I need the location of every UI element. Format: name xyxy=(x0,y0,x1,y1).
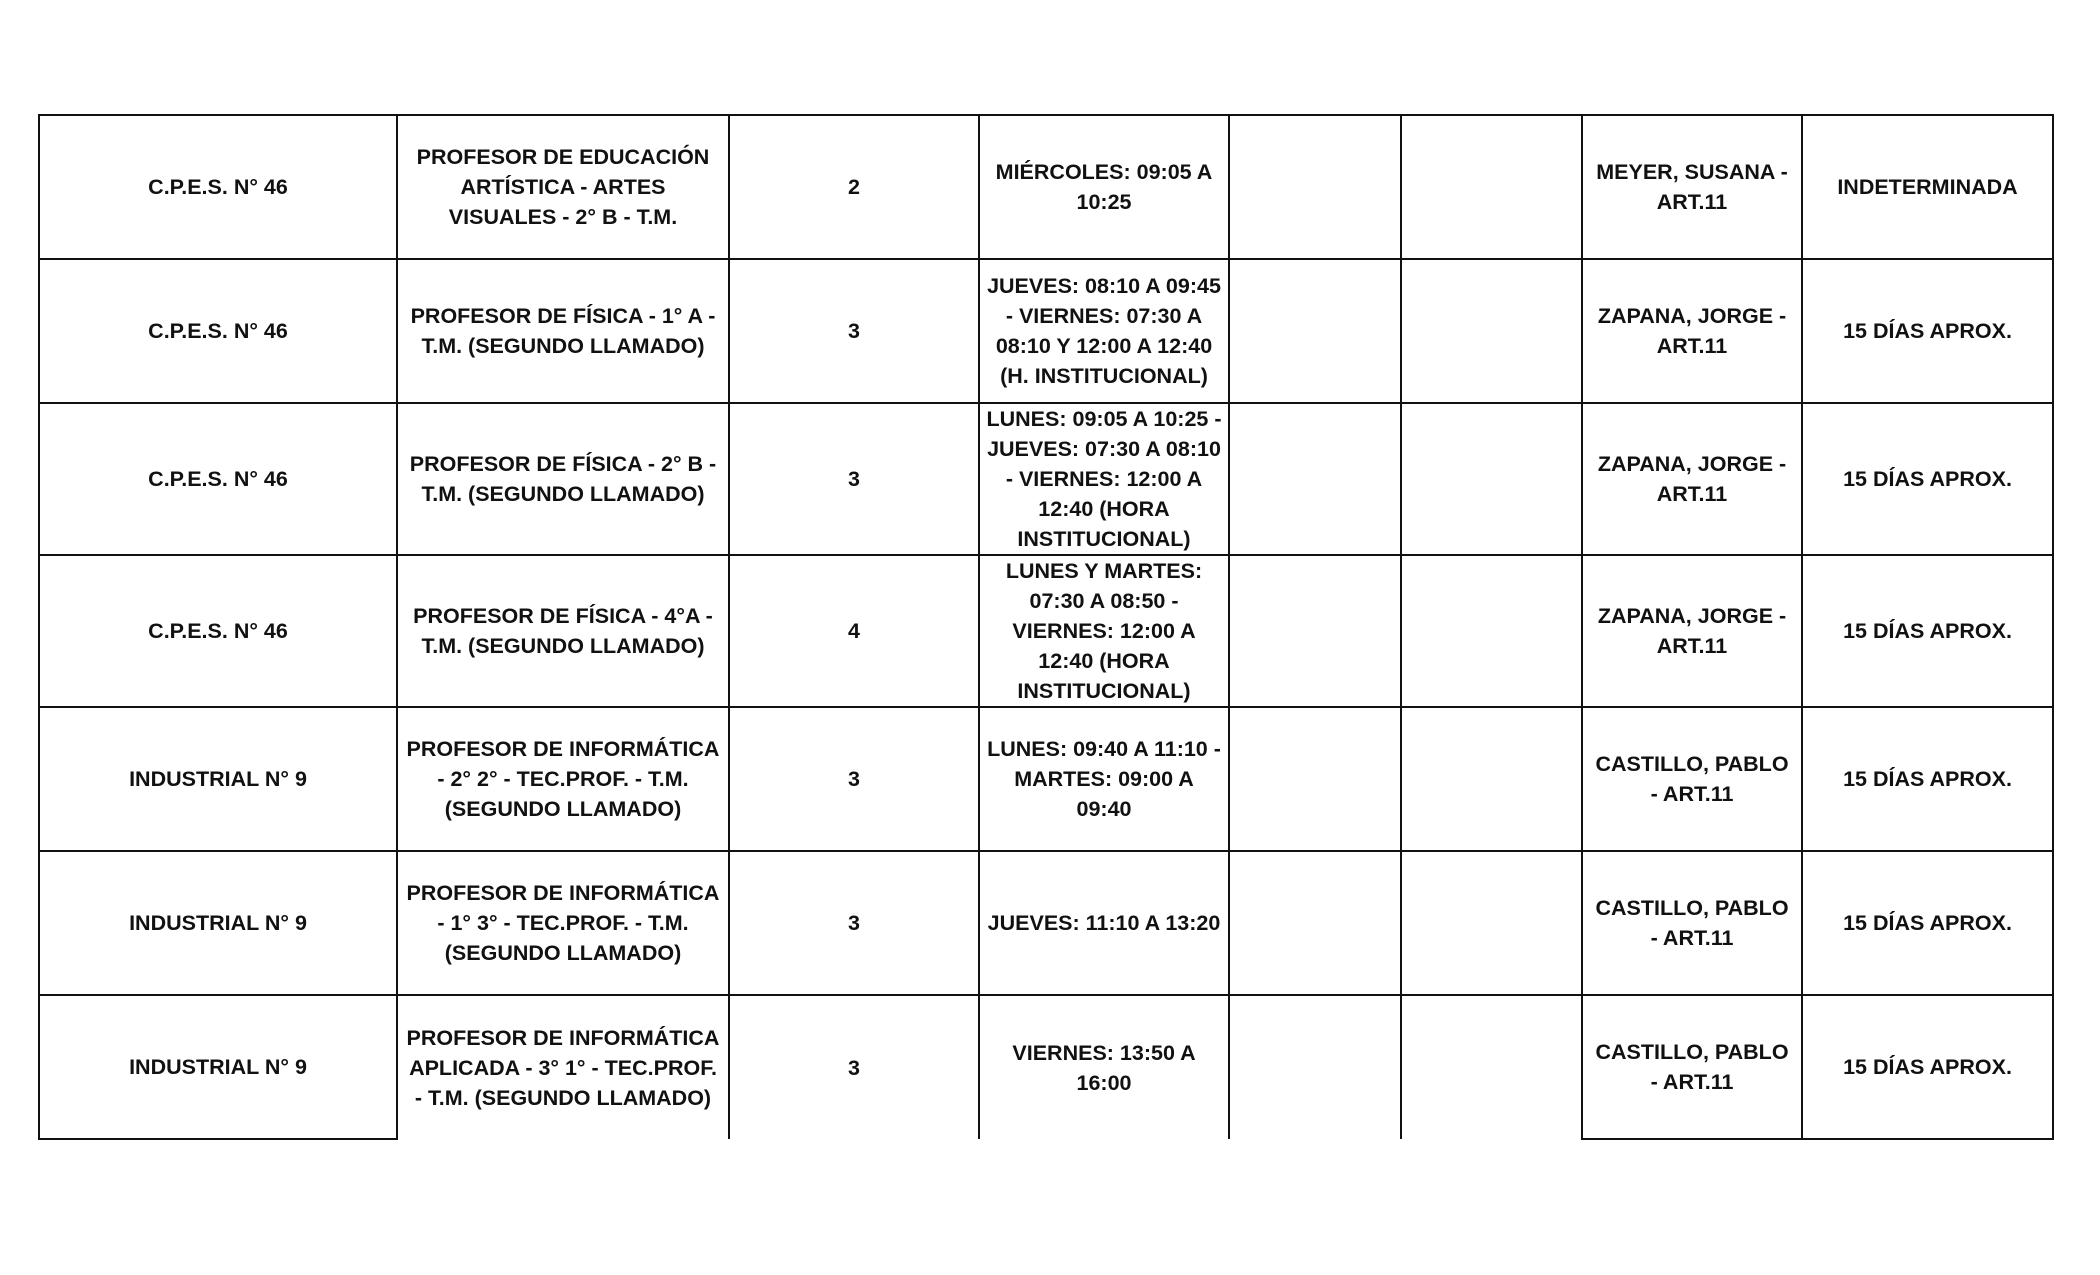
empty-cell xyxy=(1229,707,1401,851)
duration-cell: 15 DÍAS APROX. xyxy=(1802,259,2053,403)
schedule-cell: LUNES: 09:40 A 11:10 - MARTES: 09:00 A 09:40 xyxy=(979,707,1229,851)
duration-cell: INDETERMINADA xyxy=(1802,115,2053,259)
table-row xyxy=(39,707,2053,851)
school-cell: C.P.E.S. N° 46 xyxy=(39,259,397,403)
empty-cell xyxy=(1401,555,1582,707)
position-cell: PROFESOR DE FÍSICA - 1° A - T.M. (SEGUNDO LLAMADO) xyxy=(397,259,729,403)
replaces-cell: ZAPANA, JORGE - ART.11 xyxy=(1582,403,1802,555)
empty-cell xyxy=(1401,115,1582,259)
empty-cell xyxy=(1229,403,1401,555)
position-cell: PROFESOR DE FÍSICA - 4°A - T.M. (SEGUNDO LLAMADO) xyxy=(397,555,729,707)
empty-cell xyxy=(1401,851,1582,995)
hours-cell: 2 xyxy=(729,115,979,259)
empty-cell xyxy=(1401,995,1582,1139)
table-row xyxy=(39,259,2053,403)
vacancies-table xyxy=(38,114,2054,1140)
schedule-cell: LUNES Y MARTES: 07:30 A 08:50 - VIERNES: 12:00 A 12:40 (HORA INSTITUCIONAL) xyxy=(979,555,1229,707)
school-cell: INDUSTRIAL N° 9 xyxy=(39,851,397,995)
school-cell: INDUSTRIAL N° 9 xyxy=(39,995,397,1139)
hours-cell: 3 xyxy=(729,707,979,851)
replaces-cell: CASTILLO, PABLO - ART.11 xyxy=(1582,707,1802,851)
table-row xyxy=(39,115,2053,259)
duration-cell: 15 DÍAS APROX. xyxy=(1802,851,2053,995)
table-row xyxy=(39,555,2053,707)
replaces-cell: ZAPANA, JORGE - ART.11 xyxy=(1582,259,1802,403)
duration-cell: 15 DÍAS APROX. xyxy=(1802,403,2053,555)
position-cell: PROFESOR DE INFORMÁTICA - 1° 3° - TEC.PROF. - T.M. (SEGUNDO LLAMADO) xyxy=(397,851,729,995)
schedule-cell: MIÉRCOLES: 09:05 A 10:25 xyxy=(979,115,1229,259)
table-row xyxy=(39,403,2053,555)
hours-cell: 3 xyxy=(729,851,979,995)
replaces-cell: ZAPANA, JORGE - ART.11 xyxy=(1582,555,1802,707)
position-cell: PROFESOR DE INFORMÁTICA - 2° 2° - TEC.PROF. - T.M. (SEGUNDO LLAMADO) xyxy=(397,707,729,851)
empty-cell xyxy=(1229,259,1401,403)
hours-cell: 3 xyxy=(729,995,979,1139)
table-row xyxy=(39,851,2053,995)
empty-cell xyxy=(1401,403,1582,555)
duration-cell: 15 DÍAS APROX. xyxy=(1802,555,2053,707)
duration-cell: 15 DÍAS APROX. xyxy=(1802,707,2053,851)
empty-cell xyxy=(1229,995,1401,1139)
duration-cell: 15 DÍAS APROX. xyxy=(1802,995,2053,1139)
replaces-cell: CASTILLO, PABLO - ART.11 xyxy=(1582,851,1802,995)
school-cell: INDUSTRIAL N° 9 xyxy=(39,707,397,851)
schedule-cell: LUNES: 09:05 A 10:25 - JUEVES: 07:30 A 08:10 - VIERNES: 12:00 A 12:40 (HORA INSTITUCIONAL) xyxy=(979,403,1229,555)
schedule-cell: JUEVES: 08:10 A 09:45 - VIERNES: 07:30 A 08:10 Y 12:00 A 12:40 (H. INSTITUCIONAL) xyxy=(979,259,1229,403)
schedule-cell: JUEVES: 11:10 A 13:20 xyxy=(979,851,1229,995)
school-cell: C.P.E.S. N° 46 xyxy=(39,403,397,555)
empty-cell xyxy=(1229,555,1401,707)
position-cell: PROFESOR DE EDUCACIÓN ARTÍSTICA - ARTES VISUALES - 2° B - T.M. xyxy=(397,115,729,259)
school-cell: C.P.E.S. N° 46 xyxy=(39,555,397,707)
hours-cell: 4 xyxy=(729,555,979,707)
position-cell: PROFESOR DE INFORMÁTICA APLICADA - 3° 1° - TEC.PROF. - T.M. (SEGUNDO LLAMADO) xyxy=(397,995,729,1139)
replaces-cell: CASTILLO, PABLO - ART.11 xyxy=(1582,995,1802,1139)
hours-cell: 3 xyxy=(729,259,979,403)
replaces-cell: MEYER, SUSANA - ART.11 xyxy=(1582,115,1802,259)
school-cell: C.P.E.S. N° 46 xyxy=(39,115,397,259)
empty-cell xyxy=(1229,115,1401,259)
empty-cell xyxy=(1401,259,1582,403)
position-cell: PROFESOR DE FÍSICA - 2° B - T.M. (SEGUNDO LLAMADO) xyxy=(397,403,729,555)
schedule-cell: VIERNES: 13:50 A 16:00 xyxy=(979,995,1229,1139)
table-row xyxy=(39,995,2053,1139)
hours-cell: 3 xyxy=(729,403,979,555)
empty-cell xyxy=(1401,707,1582,851)
empty-cell xyxy=(1229,851,1401,995)
